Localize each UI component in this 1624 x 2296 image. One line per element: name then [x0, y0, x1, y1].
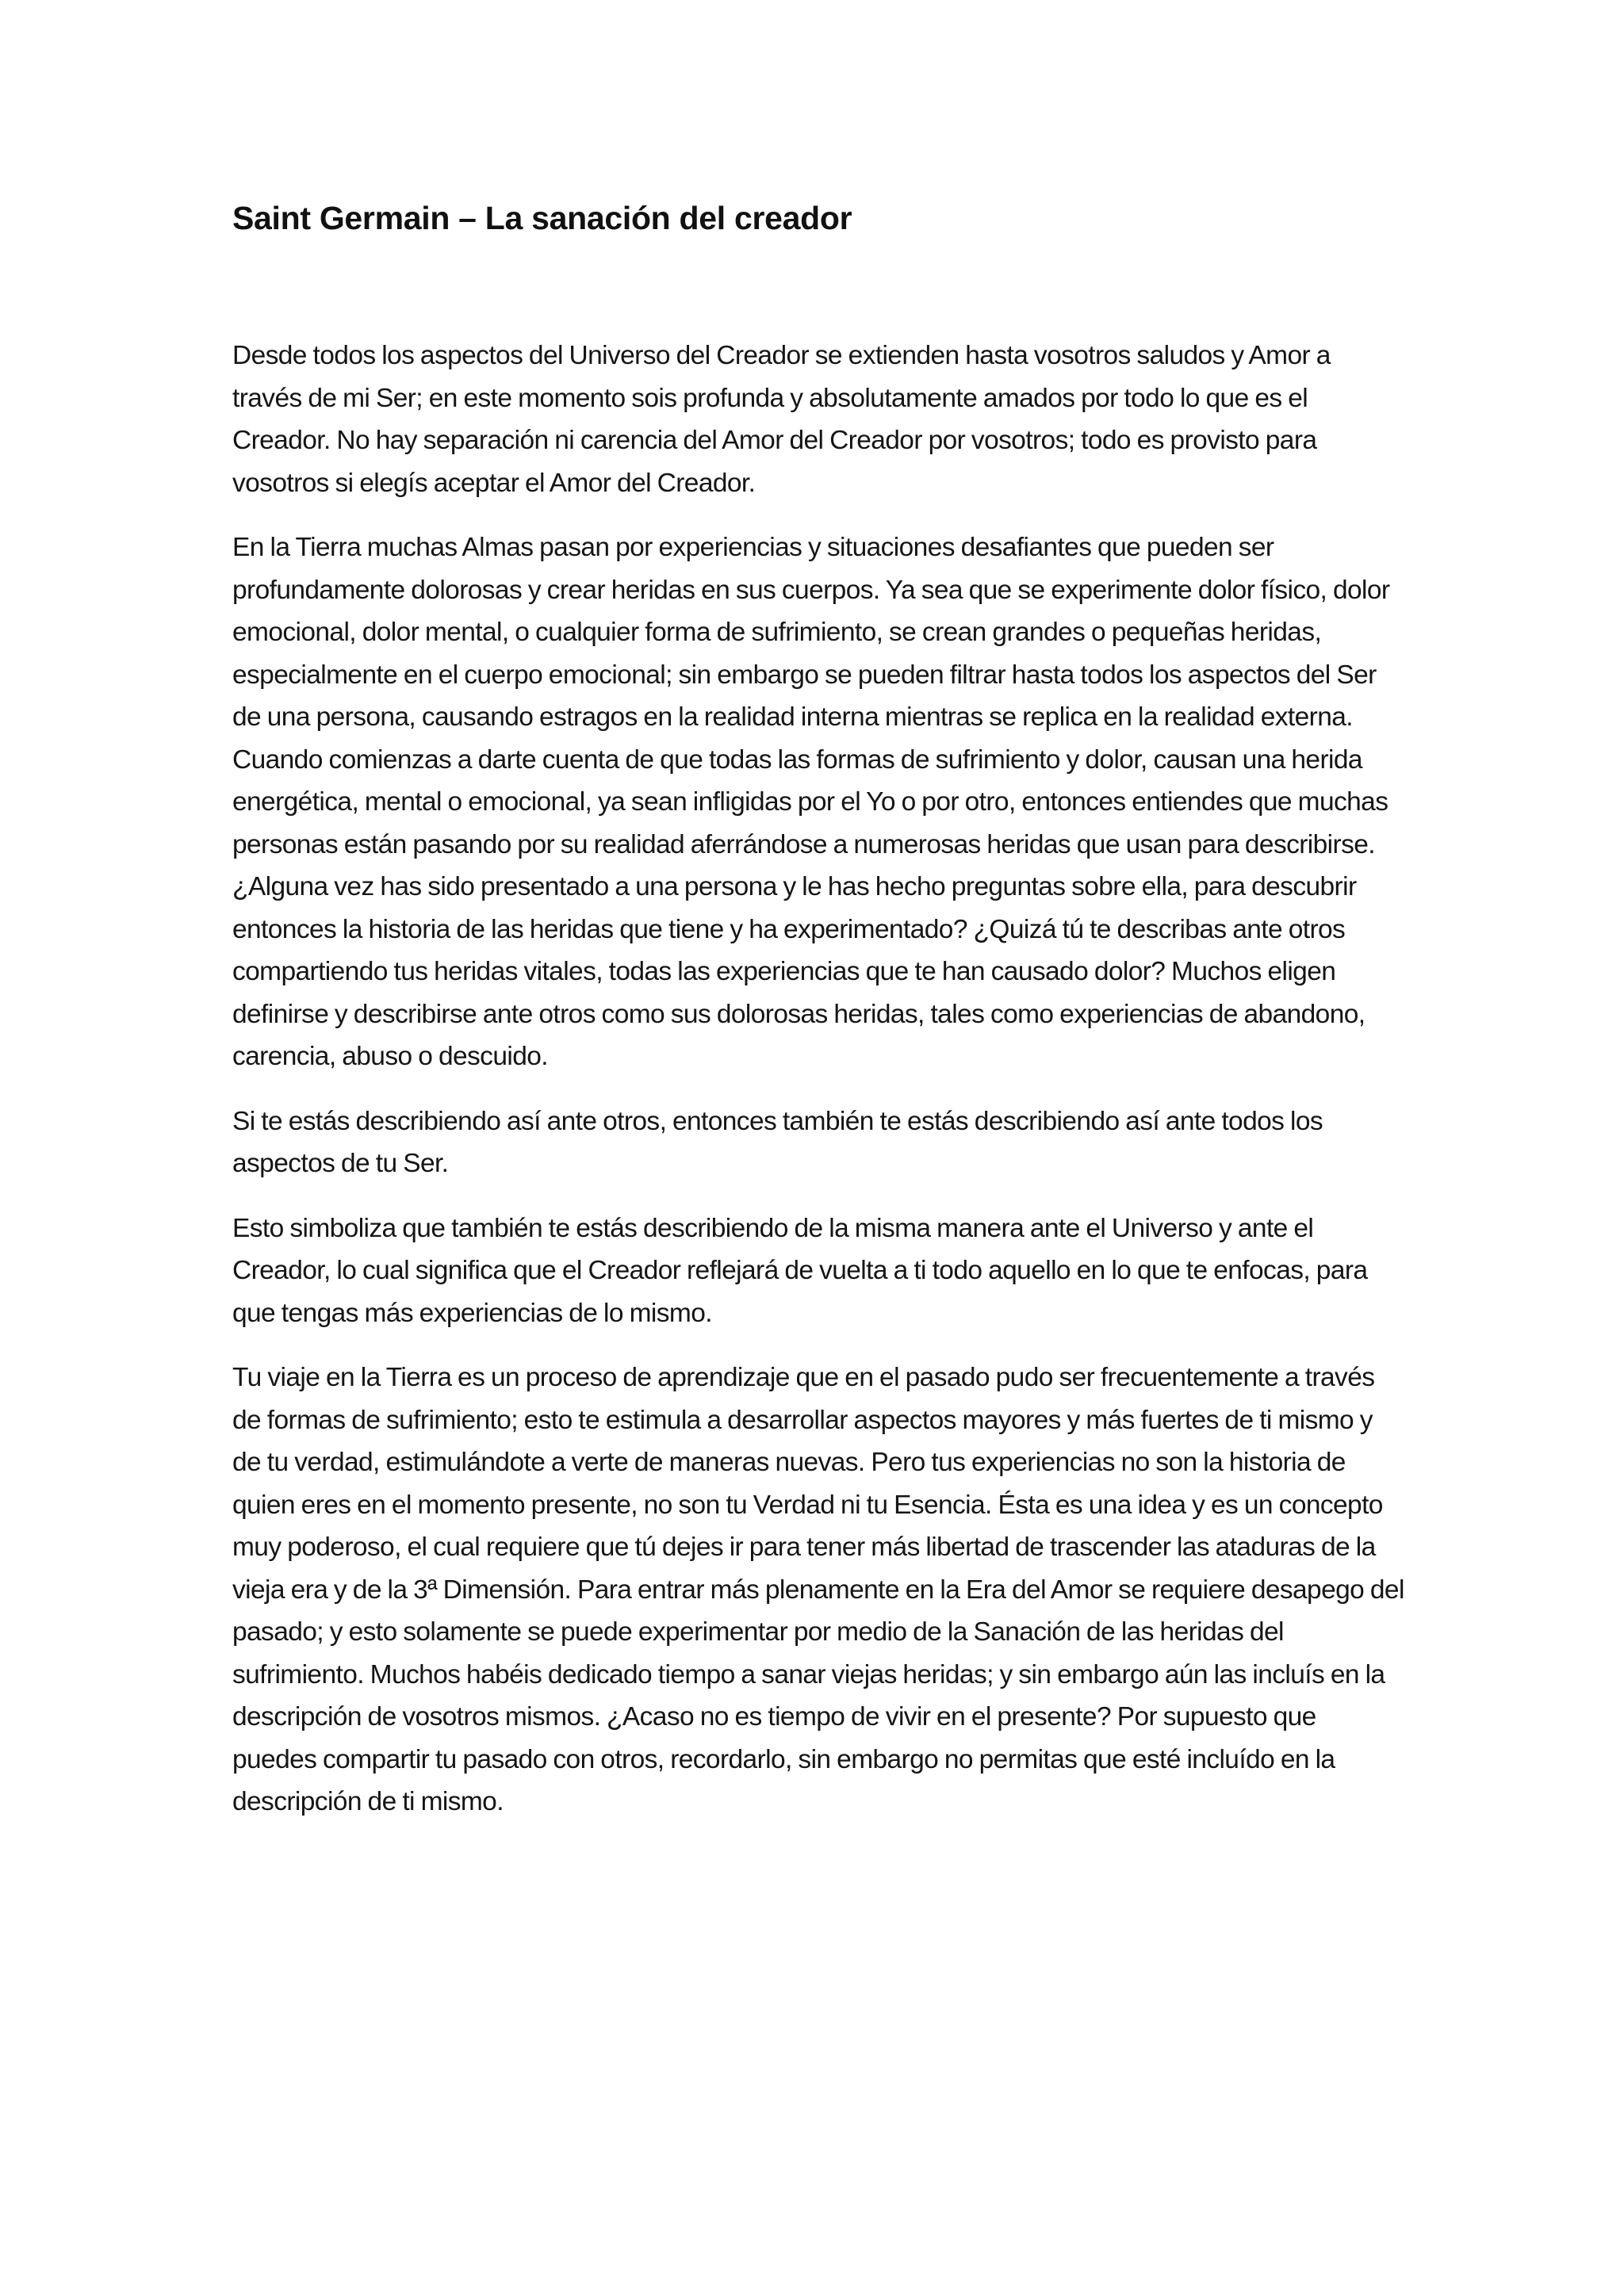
document-content — [232, 190, 1406, 1846]
document-body — [232, 335, 1406, 1823]
document-title: Saint Germain – La sanación del creador — [232, 200, 852, 236]
paragraph-1: Desde todos los aspectos del Universo del Creador se extienden hasta vosotros saludos y Amor a través de mi Ser; en este momento sois profunda y absolutamente amados por todo lo que es el Creador. No hay separación ni carencia del Amor del Creador por vosotros; todo es provisto para vosotros si elegís aceptar el Amor del Creador. — [232, 341, 1331, 498]
paragraph-3: Si te estás describiendo así ante otros, entonces también te estás describiendo así ante todos los aspectos de tu Ser. — [232, 1106, 1323, 1178]
paragraph-5: Tu viaje en la Tierra es un proceso de aprendizaje que en el pasado pudo ser frecuentemente a través de formas de sufrimiento; esto te estimula a desarrollar aspectos mayores y más fuertes de ti mismo y de tu verdad, estimulándote a verte de maneras nuevas. Pero tus experiencias no son la historia de quien eres en el momento presente, no son tu Verdad ni tu Esencia. Ésta es una idea y es un concepto muy poderoso, el cual requiere que tú dejes ir para tener más libertad de trascender las ataduras de la vieja era y de la 3ª Dimensión. Para entrar más plenamente en la Era del Amor se requiere desapego del pasado; y esto solamente se puede experimentar por medio de la Sanación de las heridas del sufrimiento. Muchos habéis dedicado tiempo a sanar viejas heridas; y sin embargo aún las incluís en la descripción de vosotros mismos. ¿Acaso no es tiempo de vivir en el presente? Por supuesto que puedes compartir tu pasado con otros, recordarlo, sin embargo no permitas que esté incluído en la descripción de ti mismo. — [232, 1363, 1404, 1816]
paragraph-2: En la Tierra muchas Almas pasan por experiencias y situaciones desafiantes que pueden ser profundamente dolorosas y crear heridas en sus cuerpos. Ya sea que se experimente dolor físico, dolor emocional, dolor mental, o cualquier forma de sufrimiento, se crean grandes o pequeñas heridas, especialmente en el cuerpo emocional; sin embargo se pueden filtrar hasta todos los aspectos del Ser de una persona, causando estragos en la realidad interna mientras se replica en la realidad externa. Cuando comienzas a darte cuenta de que todas las formas de sufrimiento y dolor, causan una herida energética, mental o emocional, ya sean infligidas por el Yo o por otro, entonces entiendes que muchas personas están pasando por su realidad aferrándose a numerosas heridas que usan para describirse. ¿Alguna vez has sido presentado a una persona y le has hecho preguntas sobre ella, para descubrir entonces la historia de las heridas que tiene y ha experimentado? ¿Quizá tú te describas ante otros compartiendo tus heridas vitales, todas las experiencias que te han causado dolor? Muchos eligen definirse y describirse ante otros como sus dolorosas heridas, tales como experiencias de abandono, carencia, abuso o descuido. — [232, 533, 1390, 1071]
paragraph-4: Esto simboliza que también te estás describiendo de la misma manera ante el Universo y ante el Creador, lo cual significa que el Creador reflejará de vuelta a ti todo aquello en lo que te enfocas, para que tengas más experiencias de lo mismo. — [232, 1213, 1368, 1328]
